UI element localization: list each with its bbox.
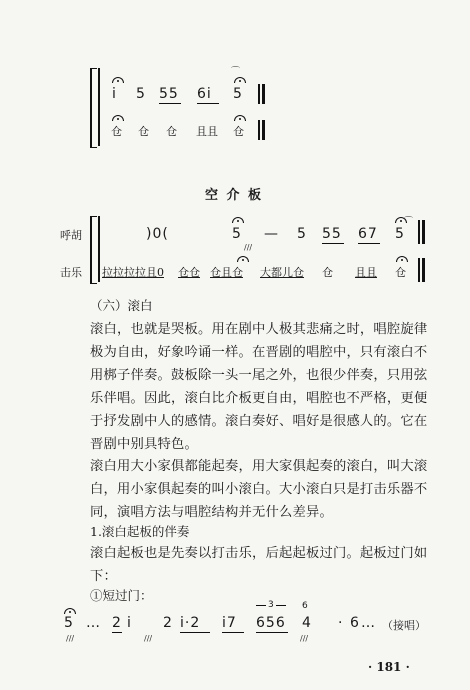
underline [112, 632, 122, 633]
melody-note: 4 [302, 615, 312, 631]
section-title: 空 介 板 [205, 188, 264, 203]
tremolo-mark: /// [300, 634, 309, 643]
melody-note: 5 [233, 86, 243, 102]
percussion-syllable: 仓 [111, 125, 122, 138]
melody-note: i [112, 86, 117, 102]
underline [180, 632, 210, 633]
melody-note: · [338, 615, 344, 631]
percussion-syllable: 仓仓 [178, 266, 200, 279]
bar-line [98, 216, 100, 282]
list-item-label: ①短过门： [90, 588, 153, 603]
grace-tie-mark: ⌒ [404, 217, 414, 227]
body-paragraph: 滚白用大小家俱都能起奏，用大家俱起奏的滚白，叫大滚白，用小家俱起奏的叫小滚白。大小滚白只是打击乐器不同，演唱方法与唱腔结构并无什么差异。 [90, 459, 428, 520]
subsection-heading: 1.滚白起板的伴奏 [90, 524, 190, 539]
percussion-syllable: 仓 [166, 125, 177, 138]
melody-note: 55 [159, 86, 179, 102]
triplet-bracket [256, 605, 266, 606]
melody-note: i [127, 615, 132, 631]
percussion-syllable: 仓 [322, 266, 333, 279]
melody-note: 55 [322, 226, 342, 242]
tremolo-mark: /// [66, 634, 75, 643]
underline [322, 243, 344, 244]
body-paragraph: 滚白起板也是先奏以打击乐，后起起板过门。起板过门如下： [90, 546, 428, 584]
melody-note: 2 [163, 615, 173, 631]
fermata-mark [232, 217, 244, 223]
percussion-syllable: 且且 [355, 266, 377, 279]
fermata-mark [112, 77, 124, 83]
fermata-mark [234, 77, 246, 83]
underline [197, 103, 219, 104]
melody-note: 5 [232, 226, 242, 242]
melody-note: 5 [64, 615, 74, 631]
bar-line [418, 258, 420, 282]
annotation-text: （接唱） [382, 619, 426, 632]
bar-line [258, 120, 260, 140]
bar-line [418, 220, 420, 244]
fermata-mark [234, 115, 246, 121]
tie-mark: ⌒ [231, 67, 241, 77]
fermata-mark [64, 608, 76, 614]
melody-note: 656 [256, 615, 286, 631]
melody-note: i·2 [180, 615, 201, 631]
melody-note: 5 [297, 226, 307, 242]
underline [358, 243, 380, 244]
underline [159, 103, 181, 104]
melody-note: 6 [350, 615, 360, 631]
bar-line [258, 84, 260, 104]
grace-note-mark: 6 [302, 601, 308, 611]
fermata-mark [237, 256, 249, 262]
triplet-bracket [276, 605, 286, 606]
bar-line [262, 120, 265, 140]
body-paragraph: 滚白，也就是哭板。用在剧中人极其悲痛之时，唱腔旋律极为自由，好象吟诵一样。在晋剧的唱腔中，只有滚白不用梆子伴奏。鼓板除一头一尾之外，也很少伴奏，只用弦乐伴唱。因此，滚白比介板更自由，唱腔也不严格，更便于抒发剧中人的感情。滚白奏好、唱好是很感人的。它在晋剧中别具特色。 [90, 322, 428, 452]
bar-line [422, 220, 425, 244]
row-label-jiyue: 击乐 [60, 266, 82, 279]
melody-note: — [264, 226, 279, 242]
melody-note: 2 [112, 615, 122, 631]
bar-line [262, 84, 265, 104]
melody-note: 5 [395, 226, 405, 242]
tremolo-mark: /// [144, 634, 153, 643]
percussion-syllable: 仓 [395, 266, 406, 279]
underline [256, 632, 288, 633]
percussion-syllable: 大都儿仓 [260, 266, 304, 279]
section-heading: （六）滚白 [90, 298, 153, 313]
melody-note: 67 [358, 226, 378, 242]
percussion-syllable: 拉拉拉拉且0 [102, 266, 164, 279]
melody-note: 6i [197, 86, 212, 102]
score-brace [90, 68, 97, 148]
triplet-mark: 3 [268, 600, 274, 610]
row-label-huhu: 呼胡 [60, 229, 82, 242]
melody-note: 5 [136, 86, 146, 102]
melody-note: i7 [222, 615, 237, 631]
melody-note: … [86, 615, 101, 631]
fermata-mark [112, 115, 124, 121]
bar-line [98, 68, 100, 146]
percussion-syllable: 仓且仓 [210, 266, 243, 279]
page-number: · 181 · [368, 660, 410, 674]
bar-line [422, 258, 425, 282]
melody-note: )0( [146, 226, 169, 242]
underline [222, 632, 244, 633]
percussion-syllable: 仓 [138, 125, 149, 138]
melody-note: … [361, 615, 376, 631]
percussion-syllable: 仓 [233, 125, 244, 138]
fermata-mark [396, 256, 408, 262]
percussion-syllable: 且且 [196, 125, 218, 138]
score-brace [90, 216, 97, 284]
tremolo-mark: /// [244, 243, 253, 252]
